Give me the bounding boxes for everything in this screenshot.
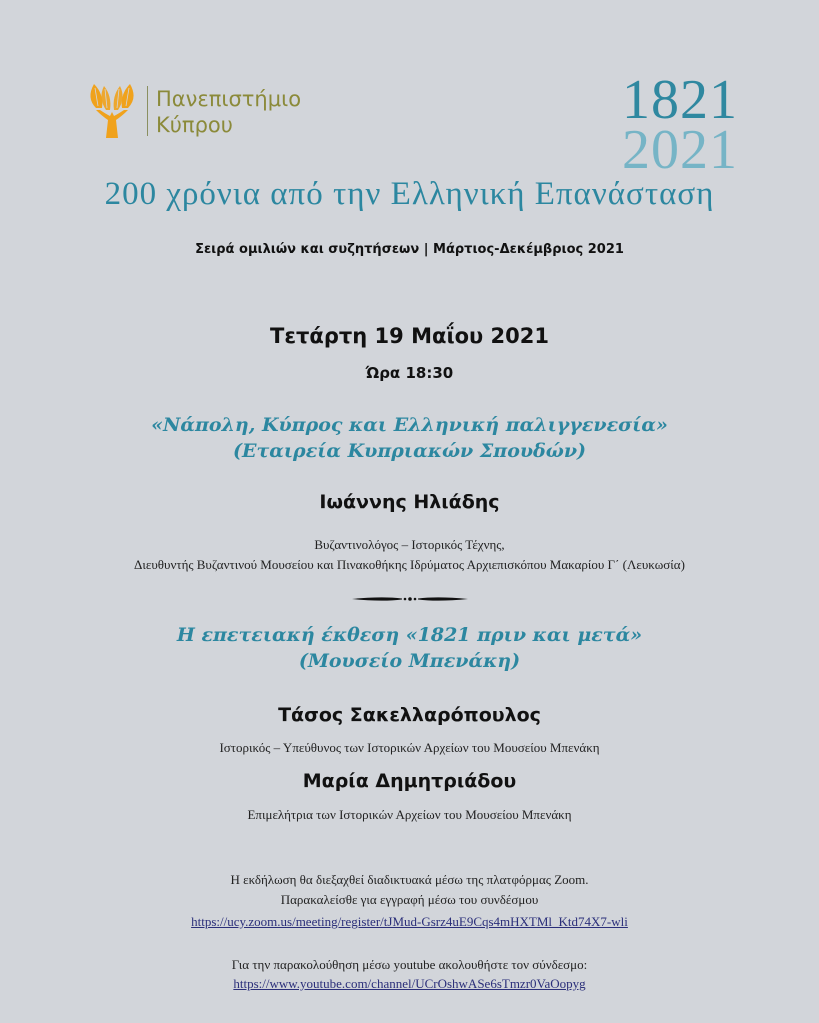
event-time: Ώρα 18:30 (365, 364, 454, 382)
talk1-desc-line2: Διευθυντής Βυζαντινού Μουσείου και Πινακοθήκης Ιδρύματος Αρχιεπισκόπου Μακαρίου Γ΄ (Λευκωσία) (134, 557, 685, 572)
year-start: 1821 (622, 69, 738, 131)
talk1-speaker-desc (0, 535, 819, 575)
page-title: 200 χρόνια από την Ελληνική Επανάσταση (104, 176, 715, 212)
year-end: 2021 (622, 119, 738, 181)
series-subtitle: Σειρά ομιλιών και συζητήσεων | Μάρτιος-Δεκέμβριος 2021 (195, 242, 624, 257)
talk1-block (0, 412, 819, 464)
event-date: Τετάρτη 19 Μαΐου 2021 (270, 324, 549, 348)
talk2-org: (Μουσείο Μπενάκη) (298, 650, 521, 672)
talk2-speaker1-desc: Ιστορικός – Υπεύθυνος των Ιστορικών Αρχείων του Μουσείου Μπενάκη (219, 740, 600, 755)
university-logo-icon (82, 80, 142, 140)
talk2-title: Η επετειακή έκθεση «1821 πριν και μετά» (176, 624, 643, 646)
zoom-info-line: Η εκδήλωση θα διεξαχθεί διαδικτυακά μέσω της πλατφόρμας Zoom. (230, 872, 589, 887)
talk1-speaker: Ιωάννης Ηλιάδης (319, 491, 500, 513)
talk1-desc-line1: Βυζαντινολόγος – Ιστορικός Τέχνης, (314, 537, 505, 552)
youtube-link[interactable]: https://www.youtube.com/channel/UCrOshwASe6sTmzr0VaOopyg (233, 976, 586, 991)
logo-divider (147, 86, 148, 136)
university-name-line2: Κύπρου (156, 113, 233, 137)
zoom-info (0, 870, 819, 910)
talk1-title: «Νάπολη, Κύπρος και Ελληνική παλιγγενεσία» (151, 414, 668, 436)
youtube-info: Για την παρακολούθηση μέσω youtube ακολουθήστε τον σύνδεσμο: (231, 957, 588, 972)
register-info-line: Παρακαλείσθε για εγγραφή μέσω του συνδέσμου (280, 892, 539, 907)
talk2-speaker2-desc: Επιμελήτρια των Ιστορικών Αρχείων του Μουσείου Μπενάκη (247, 807, 572, 822)
zoom-register-link[interactable]: https://ucy.zoom.us/meeting/register/tJMud-Gsrz4uE9Cqs4mHXTMl_Ktd74X7-wli (191, 914, 628, 929)
talk2-speaker1: Τάσος Σακελλαρόπουλος (278, 704, 541, 726)
ornament-divider (352, 593, 468, 605)
talk1-org: (Εταιρεία Κυπριακών Σπουδών) (232, 440, 586, 462)
university-name-line1: Πανεπιστήμιο (156, 87, 302, 111)
talk2-block (0, 622, 819, 674)
university-name (156, 86, 301, 138)
talk2-speaker2: Μαρία Δημητριάδου (302, 770, 517, 792)
